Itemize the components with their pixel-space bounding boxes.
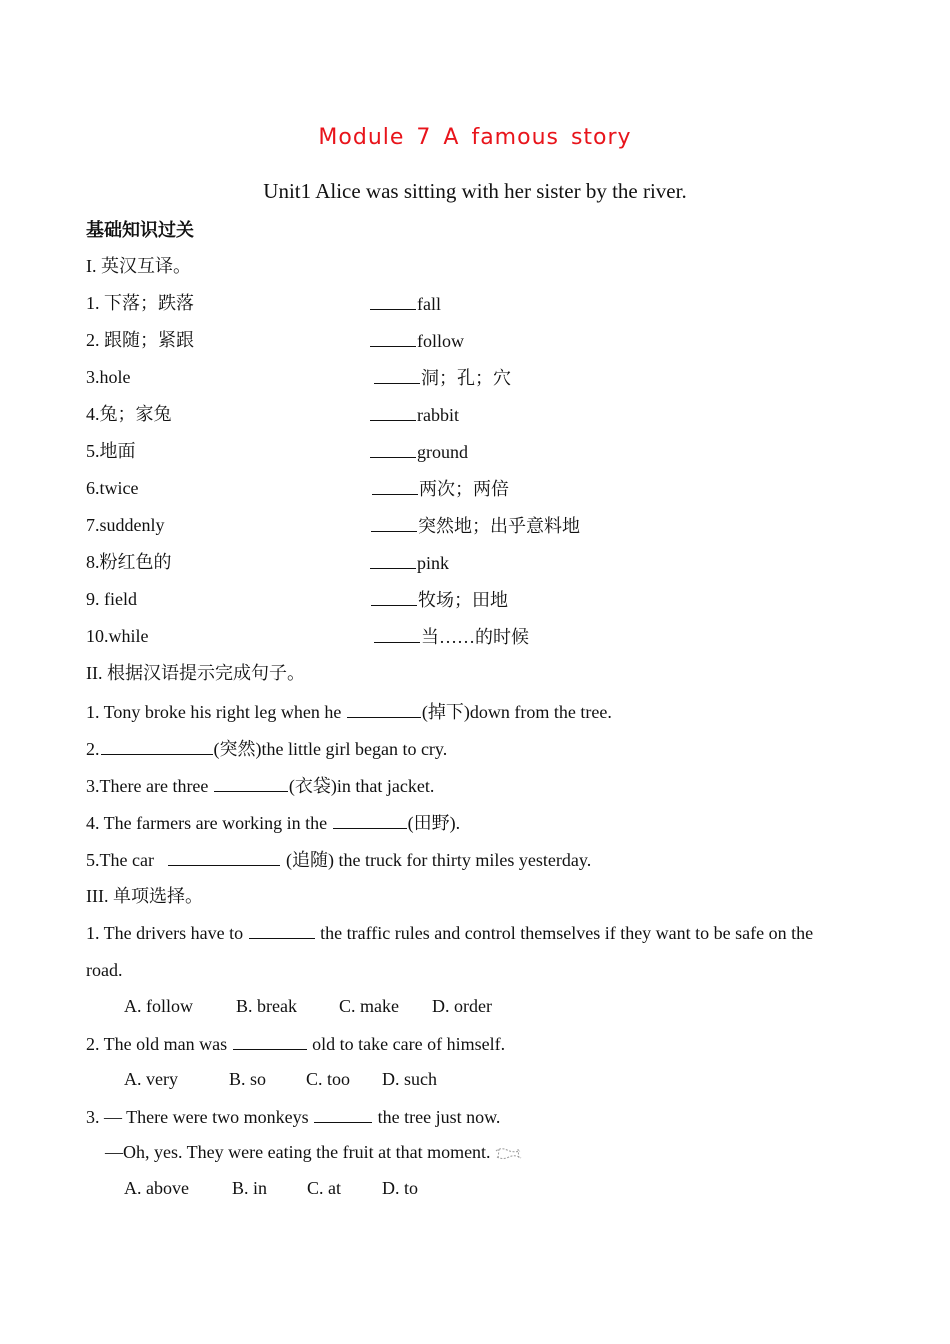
vocab-right: rabbit — [369, 403, 459, 426]
answer-blank[interactable] — [371, 514, 417, 532]
answer-blank[interactable] — [370, 403, 416, 421]
option-a[interactable]: A. very — [124, 1069, 178, 1089]
vocab-left: 10.while — [86, 626, 149, 646]
answer-blank[interactable] — [249, 921, 315, 939]
section3-heading: III. 单项选择。 — [86, 886, 203, 906]
option-d[interactable]: D. such — [382, 1069, 437, 1089]
vocab-left: 2. 跟随；紧跟 — [86, 330, 194, 350]
vocab-right: 突然地；出乎意料地 — [370, 514, 580, 537]
answer-blank[interactable] — [370, 551, 416, 569]
question-3: 3. — There were two monkeys the tree just now. — [86, 1107, 501, 1127]
answer-blank[interactable] — [370, 329, 416, 347]
unit-subtitle: Unit1 Alice was sitting with her sister by the river. — [263, 179, 687, 203]
vocab-right: 两次；两倍 — [371, 477, 509, 500]
page-title: Module 7 A famous story — [318, 125, 632, 150]
answer-blank[interactable] — [370, 440, 416, 458]
answer-blank[interactable] — [168, 848, 280, 866]
option-d[interactable]: D. order — [432, 996, 492, 1016]
answer-blank[interactable] — [372, 477, 418, 495]
answer-blank[interactable] — [101, 737, 213, 755]
vocab-right: 洞；孔；穴 — [373, 366, 511, 389]
vocab-left: 1. 下落；跌落 — [86, 293, 194, 313]
sentence-3: 3.There are three (衣袋)in that jacket. — [86, 776, 435, 796]
answer-blank[interactable] — [347, 700, 421, 718]
question-2-options — [124, 1068, 437, 1090]
option-b[interactable]: B. so — [229, 1069, 267, 1089]
answer-blank[interactable] — [233, 1032, 307, 1050]
question-2: 2. The old man was old to take care of himself. — [86, 1034, 506, 1054]
sentence-4: 4. The farmers are working in the (田野). — [86, 813, 461, 833]
answer-blank[interactable] — [333, 811, 407, 829]
section2-heading: II. 根据汉语提示完成句子。 — [86, 663, 305, 683]
vocab-right: 牧场；田地 — [370, 588, 508, 611]
vocab-right: pink — [369, 551, 449, 574]
answer-blank[interactable] — [374, 625, 420, 643]
question-1-cont: road. — [86, 960, 123, 980]
sentence-2: 2. (突然)the little girl began to cry. — [86, 739, 448, 759]
option-c[interactable]: C. too — [306, 1069, 351, 1089]
answer-blank[interactable] — [371, 588, 417, 606]
option-c[interactable]: C. at — [307, 1178, 341, 1198]
answer-blank[interactable] — [214, 774, 288, 792]
question-1-options — [124, 995, 492, 1017]
section-heading: 基础知识过关 — [86, 220, 194, 240]
question-3-line2: —Oh, yes. They were eating the fruit at that moment. — [105, 1141, 523, 1163]
question-3-options — [124, 1177, 418, 1199]
option-b[interactable]: B. in — [232, 1178, 268, 1198]
stamp-icon — [493, 1146, 523, 1162]
vocab-left: 7.suddenly — [86, 515, 165, 535]
answer-blank[interactable] — [314, 1105, 372, 1123]
vocab-right: follow — [369, 329, 464, 352]
question-1: 1. The drivers have to the traffic rules and control themselves if they want to be safe on the — [86, 923, 814, 943]
option-d[interactable]: D. to — [382, 1178, 418, 1198]
vocab-left: 3.hole — [86, 367, 131, 387]
sentence-5: 5.The car (追随) the truck for thirty miles yesterday. — [86, 850, 592, 870]
answer-blank[interactable] — [370, 292, 416, 310]
vocab-right: ground — [369, 440, 468, 463]
answer-blank[interactable] — [374, 366, 420, 384]
vocab-left: 8.粉红色的 — [86, 552, 172, 572]
vocab-left: 4.兔；家兔 — [86, 404, 172, 424]
option-c[interactable]: C. make — [339, 996, 399, 1016]
option-b[interactable]: B. break — [236, 996, 297, 1016]
vocab-left: 6.twice — [86, 478, 139, 498]
option-a[interactable]: A. above — [124, 1178, 189, 1198]
sentence-1: 1. Tony broke his right leg when he (掉下)down from the tree. — [86, 702, 612, 722]
section1-heading: I. 英汉互译。 — [86, 256, 191, 276]
vocab-right: fall — [369, 292, 441, 315]
option-a[interactable]: A. follow — [124, 996, 193, 1016]
vocab-left: 9. field — [86, 589, 137, 609]
vocab-left: 5.地面 — [86, 441, 136, 461]
vocab-right: 当……的时候 — [373, 625, 529, 648]
